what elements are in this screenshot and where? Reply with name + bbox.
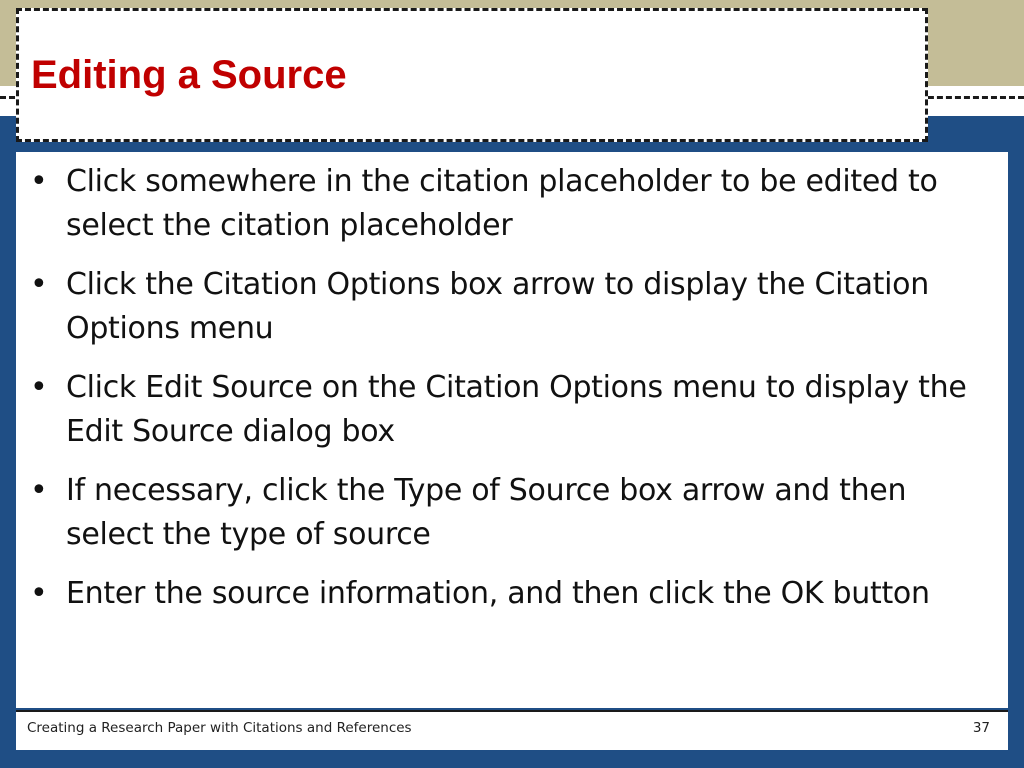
- bullet-list: [28, 160, 988, 631]
- bullet-text: Click the Citation Options box arrow to display the Citation Options menu: [66, 267, 929, 346]
- bullet-item: [28, 160, 988, 248]
- title-box: [16, 8, 928, 142]
- slide-title: Editing a Source: [31, 53, 347, 97]
- bullet-icon: •: [30, 576, 48, 611]
- bullet-icon: •: [30, 267, 48, 302]
- bullet-text: Click Edit Source on the Citation Options menu to display the Edit Source dialog box: [66, 370, 967, 449]
- bullet-item: [28, 572, 988, 616]
- bullet-icon: •: [30, 164, 48, 199]
- bullet-icon: •: [30, 473, 48, 508]
- footer-text: Creating a Research Paper with Citations and References: [27, 720, 412, 736]
- bullet-text: If necessary, click the Type of Source box arrow and then select the type of source: [66, 473, 907, 552]
- bullet-text: Click somewhere in the citation placeholder to be edited to select the citation placeholder: [66, 164, 938, 243]
- bullet-item: [28, 263, 988, 351]
- bullet-text: Enter the source information, and then click the OK button: [66, 576, 930, 611]
- bullet-icon: •: [30, 370, 48, 405]
- bullet-item: [28, 469, 988, 557]
- bullet-item: [28, 366, 988, 454]
- page-number: 37: [972, 720, 990, 736]
- footer: [16, 710, 1008, 750]
